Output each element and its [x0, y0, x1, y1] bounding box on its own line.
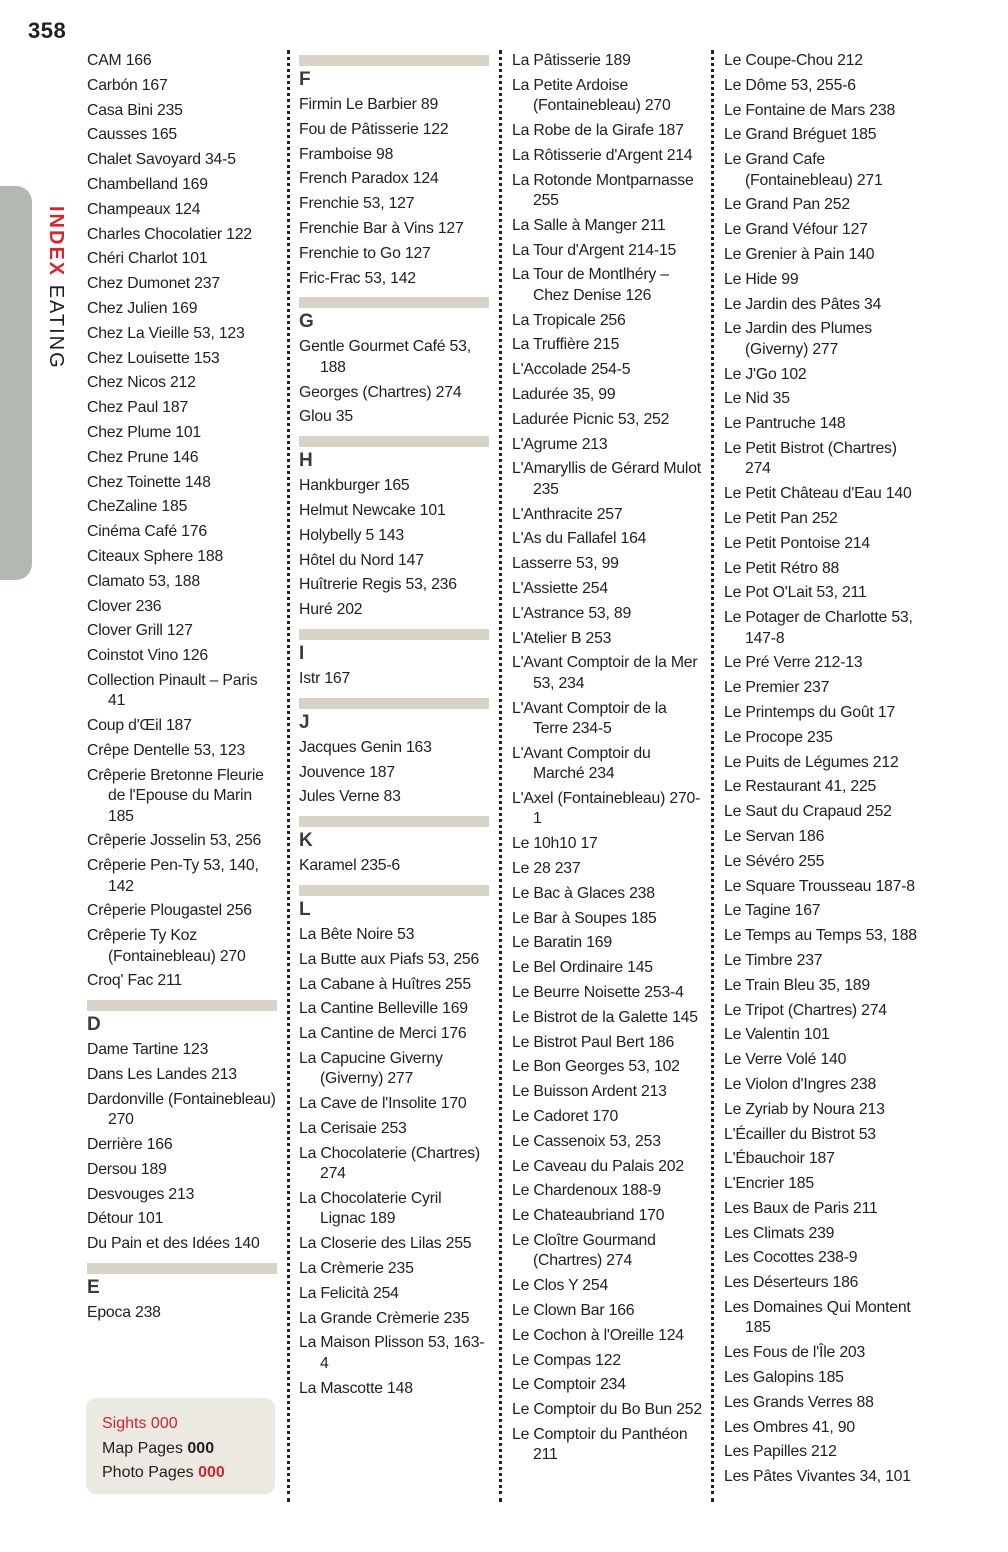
- index-entry: Les Déserteurs 186: [724, 1274, 859, 1292]
- index-entry: Le J'Go 102: [724, 365, 807, 383]
- index-entry: Le Chateaubriand 170: [512, 1207, 665, 1225]
- index-entry: Le Printemps du Goût 17: [724, 703, 896, 721]
- index-entry: Istr 167: [299, 669, 351, 687]
- letter-divider: [299, 698, 489, 709]
- index-entry: Les Climats 239: [724, 1224, 835, 1242]
- index-entry: Derrière 166: [87, 1135, 173, 1153]
- index-entry: Crêperie Plougastel 256: [87, 902, 252, 920]
- index-entry: Chez Dumonet 237: [87, 275, 220, 293]
- index-entry: Le Cloître Gourmand (Chartres) 274: [512, 1231, 656, 1270]
- index-entry: Charles Chocolatier 122: [87, 225, 252, 243]
- index-entry: La Capucine Giverny (Giverny) 277: [299, 1049, 443, 1088]
- index-entry: La Cerisaie 253: [299, 1119, 407, 1137]
- index-entry: Le Temps au Temps 53, 188: [724, 927, 917, 945]
- index-entry: Le Petit Pan 252: [724, 509, 838, 527]
- letter-divider: [87, 1000, 277, 1011]
- index-entry: Chez Louisette 153: [87, 349, 220, 367]
- index-entry: Dardonville (Fontainebleau) 270: [87, 1090, 276, 1129]
- index-entry: La Closerie des Lilas 255: [299, 1235, 472, 1253]
- index-entry: Chambelland 169: [87, 175, 208, 193]
- index-entry: L'Amaryllis de Gérard Mulot 235: [512, 460, 701, 498]
- index-entry: Le Coupe-Chou 212: [724, 52, 863, 69]
- index-entry: Le Fontaine de Mars 238: [724, 101, 896, 119]
- column-separator: [711, 50, 714, 1502]
- index-entry: Le Jardin des Pâtes 34: [724, 295, 882, 313]
- index-entry: Le Grand Bréguet 185: [724, 126, 877, 144]
- index-entry: Huré 202: [299, 601, 363, 619]
- index-entry: Le Grand Cafe (Fontainebleau) 271: [724, 151, 883, 189]
- index-entry: French Paradox 124: [299, 170, 439, 188]
- index-entry: L'Astrance 53, 89: [512, 604, 632, 622]
- index-entry: L'Agrume 213: [512, 435, 608, 453]
- letter-heading: K: [299, 830, 313, 852]
- index-entry: Le Petit Château d'Eau 140: [724, 485, 912, 503]
- index-entry: Framboise 98: [299, 145, 394, 163]
- index-column-2: [299, 51, 489, 1403]
- index-entry: Le Jardin des Plumes (Giverny) 277: [724, 320, 872, 358]
- index-entry: Crêperie Ty Koz (Fontainebleau) 270: [87, 927, 246, 965]
- index-entry: L'Écailler du Bistrot 53: [724, 1125, 876, 1143]
- letter-divider: [299, 629, 489, 640]
- index-entry: Jules Verne 83: [299, 788, 401, 806]
- index-entry: Les Fous de l'Île 203: [724, 1344, 866, 1362]
- index-entry: Les Ombres 41, 90: [724, 1418, 855, 1436]
- index-entry: Le Comptoir 234: [512, 1376, 626, 1394]
- index-entry: Le Bar à Soupes 185: [512, 909, 657, 927]
- index-entry: La Cave de l'Insolite 170: [299, 1095, 467, 1113]
- index-entry: Desvouges 213: [87, 1185, 195, 1203]
- index-entry: Le Grand Véfour 127: [724, 221, 868, 239]
- index-entry: La Felicità 254: [299, 1284, 399, 1302]
- index-entry: Le Timbre 237: [724, 951, 823, 969]
- index-entry: Hankburger 165: [299, 477, 410, 495]
- index-entry: La Salle à Manger 211: [512, 216, 666, 234]
- index-column-1: [87, 51, 277, 1328]
- index-entry: Crêpe Dentelle 53, 123: [87, 741, 246, 759]
- legend-box: [86, 1398, 275, 1494]
- index-entry: Citeaux Sphere 188: [87, 547, 224, 565]
- index-entry: Jouvence 187: [299, 763, 395, 781]
- index-entry: La Maison Plisson 53, 163-4: [299, 1334, 485, 1372]
- index-entry: Le Dôme 53, 255-6: [724, 76, 856, 94]
- column-separator: [287, 50, 290, 1502]
- index-entry: Chez Prune 146: [87, 448, 199, 466]
- index-entry: La Butte aux Piafs 53, 256: [299, 950, 480, 968]
- index-entry: Les Galopins 185: [724, 1369, 844, 1387]
- index-entry: Huîtrerie Regis 53, 236: [299, 576, 457, 594]
- index-entry: La Tour d'Argent 214-15: [512, 241, 677, 259]
- index-entry: Le Potager de Charlotte 53, 147-8: [724, 609, 913, 647]
- index-entry: Georges (Chartres) 274: [299, 383, 462, 401]
- index-entry: Clamato 53, 188: [87, 572, 200, 590]
- index-entry: Le Hide 99: [724, 270, 799, 288]
- index-entry: Le Verre Volé 140: [724, 1051, 847, 1069]
- index-entry: Crêperie Josselin 53, 256: [87, 832, 262, 850]
- index-entry: Clover 236: [87, 597, 162, 615]
- index-entry: Le Petit Rétro 88: [724, 559, 840, 577]
- page-number: 358: [28, 18, 67, 43]
- index-entry: Chéri Charlot 101: [87, 250, 208, 268]
- index-entry: Le 28 237: [512, 859, 581, 877]
- index-entry: Firmin Le Barbier 89: [299, 96, 439, 113]
- legend-photo-pages: [102, 1461, 259, 1486]
- index-entry: Le Petit Pontoise 214: [724, 534, 870, 552]
- index-entry: Le Pot O'Lait 53, 211: [724, 584, 867, 602]
- index-entry: Frenchie Bar à Vins 127: [299, 219, 464, 237]
- letter-heading: I: [299, 642, 305, 664]
- index-entry: Helmut Newcake 101: [299, 501, 446, 519]
- index-entry: Causses 165: [87, 126, 178, 144]
- index-entry: Fou de Pâtisserie 122: [299, 120, 449, 138]
- index-entry: Le Cadoret 170: [512, 1107, 619, 1125]
- index-entry: Coup d'Œil 187: [87, 717, 192, 735]
- index-entry: L'Encrier 185: [724, 1175, 814, 1193]
- index-entry: L'Accolade 254-5: [512, 361, 631, 379]
- index-entry: Le Saut du Crapaud 252: [724, 803, 892, 821]
- index-entry: Jacques Genin 163: [299, 738, 432, 756]
- index-entry: La Truffière 215: [512, 336, 620, 354]
- index-entry: L'Axel (Fontainebleau) 270-1: [512, 789, 701, 828]
- index-entry: Le Petit Bistrot (Chartres) 274: [724, 439, 897, 478]
- index-entry: Collection Pinault – Paris 41: [87, 671, 258, 710]
- index-entry: Le Beurre Noisette 253-4: [512, 983, 684, 1001]
- index-entry: Coinstot Vino 126: [87, 647, 209, 665]
- index-entry: La Cantine de Merci 176: [299, 1025, 467, 1043]
- index-entry: Les Pâtes Vivantes 34, 101: [724, 1468, 911, 1486]
- letter-divider: [299, 816, 489, 827]
- index-entry: Chez Plume 101: [87, 423, 201, 441]
- index-entry: Les Grands Verres 88: [724, 1393, 874, 1411]
- index-entry: L'As du Fallafel 164: [512, 530, 647, 548]
- index-entry: Du Pain et des Idées 140: [87, 1235, 260, 1253]
- letter-divider: [87, 1263, 277, 1274]
- index-entry: Clover Grill 127: [87, 622, 193, 640]
- section-label: [44, 206, 67, 370]
- index-entry: Le Servan 186: [724, 827, 825, 845]
- index-entry: La Robe de la Girafe 187: [512, 122, 684, 139]
- legend-map-pages: [102, 1437, 259, 1462]
- index-entry: Détour 101: [87, 1210, 164, 1228]
- index-entry: Crêperie Bretonne Fleurie de l'Epouse du Marin 185: [87, 766, 264, 825]
- index-entry: Frenchie 53, 127: [299, 195, 415, 213]
- letter-heading: H: [299, 450, 313, 472]
- index-entry: La Rôtisserie d'Argent 214: [512, 146, 693, 164]
- index-entry: Fric-Frac 53, 142: [299, 269, 416, 287]
- index-entry: Le Tagine 167: [724, 902, 821, 920]
- index-entry: Le Compas 122: [512, 1351, 621, 1369]
- index-entry: Le Cassenoix 53, 253: [512, 1132, 661, 1150]
- index-entry: Le 10h10 17: [512, 835, 598, 853]
- index-entry: Chez Paul 187: [87, 399, 189, 417]
- index-entry: Karamel 235-6: [299, 857, 401, 875]
- index-entry: Chalet Savoyard 34-5: [87, 151, 236, 169]
- index-entry: La Petite Ardoise (Fontainebleau) 270: [512, 76, 671, 115]
- index-entry: Champeaux 124: [87, 200, 201, 218]
- index-entry: Holybelly 5 143: [299, 526, 405, 544]
- letter-divider: [299, 55, 489, 66]
- index-entry: Frenchie to Go 127: [299, 244, 431, 262]
- legend-sights: [102, 1412, 259, 1437]
- index-entry: Le Bistrot de la Galette 145: [512, 1008, 698, 1026]
- category-label: EATING: [45, 284, 67, 370]
- index-entry: Ladurée Picnic 53, 252: [512, 410, 670, 428]
- index-entry: Le Sévéro 255: [724, 852, 825, 870]
- index-entry: Chez Julien 169: [87, 299, 198, 317]
- index-entry: Le Comptoir du Bo Bun 252: [512, 1401, 702, 1419]
- index-entry: Les Domaines Qui Montent 185: [724, 1299, 911, 1337]
- letter-divider: [299, 297, 489, 308]
- legend-map-label: Map Pages: [102, 1439, 183, 1457]
- letter-heading: J: [299, 711, 310, 733]
- index-entry: Crêperie Pen-Ty 53, 140, 142: [87, 857, 259, 895]
- index-entry: Le Pantruche 148: [724, 415, 846, 433]
- index-entry: Les Papilles 212: [724, 1443, 837, 1461]
- index-entry: Dans Les Landes 213: [87, 1065, 237, 1083]
- index-entry: La Bête Noire 53: [299, 925, 415, 943]
- legend-photo-label: Photo Pages: [102, 1464, 194, 1481]
- index-entry: Chez Nicos 212: [87, 374, 196, 392]
- index-entry: La Mascotte 148: [299, 1379, 413, 1397]
- index-entry: CheZaline 185: [87, 498, 188, 516]
- index-entry: Le Baratin 169: [512, 934, 612, 952]
- index-entry: L'Anthracite 257: [512, 505, 623, 523]
- index-entry: Le Train Bleu 35, 189: [724, 976, 870, 994]
- legend-sights-value: 000: [150, 1415, 178, 1432]
- legend-photo-value: 000: [198, 1464, 225, 1481]
- letter-heading: D: [87, 1014, 101, 1036]
- index-column-4: [724, 51, 919, 1492]
- index-entry: Les Cocottes 238-9: [724, 1249, 858, 1267]
- index-entry: Le Bel Ordinaire 145: [512, 959, 653, 977]
- index-entry: Les Baux de Paris 211: [724, 1199, 878, 1217]
- index-entry: Chez La Vieille 53, 123: [87, 324, 245, 342]
- index-entry: La Tour de Montlhéry – Chez Denise 126: [512, 266, 669, 304]
- letter-heading: E: [87, 1276, 100, 1298]
- index-entry: Casa Bini 235: [87, 101, 183, 119]
- index-entry: La Chocolaterie Cyril Lignac 189: [299, 1189, 442, 1228]
- index-entry: Le Bon Georges 53, 102: [512, 1058, 680, 1076]
- index-entry: Glou 35: [299, 408, 353, 426]
- index-entry: La Chocolaterie (Chartres) 274: [299, 1144, 480, 1183]
- index-entry: La Cantine Belleville 169: [299, 1000, 468, 1018]
- index-entry: La Grande Crèmerie 235: [299, 1309, 470, 1327]
- index-entry: Cinéma Café 176: [87, 523, 207, 541]
- index-entry: Croq' Fac 211: [87, 972, 182, 990]
- index-entry: Le Cochon à l'Oreille 124: [512, 1326, 684, 1344]
- index-entry: La Cabane à Huîtres 255: [299, 975, 471, 993]
- index-entry: Chez Toinette 148: [87, 473, 211, 491]
- index-entry: Gentle Gourmet Café 53, 188: [299, 338, 471, 376]
- index-entry: Le Nid 35: [724, 390, 790, 408]
- index-entry: L'Ébauchoir 187: [724, 1150, 835, 1168]
- index-entry: La Rotonde Montparnasse 255: [512, 171, 694, 209]
- index-entry: Le Bistrot Paul Bert 186: [512, 1033, 675, 1051]
- index-entry: Le Premier 237: [724, 679, 830, 697]
- letter-divider: [299, 885, 489, 896]
- letter-heading: F: [299, 69, 311, 90]
- index-entry: CAM 166: [87, 52, 152, 69]
- index-entry: L'Avant Comptoir du Marché 234: [512, 744, 651, 783]
- index-entry: Ladurée 35, 99: [512, 385, 616, 403]
- index-entry: Dersou 189: [87, 1160, 167, 1178]
- index-entry: Le Zyriab by Noura 213: [724, 1100, 885, 1118]
- section-tab: [0, 186, 32, 580]
- column-separator: [499, 50, 502, 1502]
- letter-divider: [299, 436, 489, 447]
- index-entry: Le Bac à Glaces 238: [512, 884, 655, 902]
- index-entry: Le Chardenoux 188-9: [512, 1182, 662, 1200]
- index-entry: L'Avant Comptoir de la Terre 234-5: [512, 699, 667, 737]
- index-entry: Le Comptoir du Panthéon 211: [512, 1425, 688, 1464]
- index-entry: Le Puits de Légumes 212: [724, 753, 899, 771]
- legend-sights-label: Sights: [102, 1415, 147, 1432]
- index-column-3: [512, 51, 704, 1470]
- index-label: INDEX: [45, 206, 67, 278]
- index-entry: Le Tripot (Chartres) 274: [724, 1001, 887, 1019]
- index-entry: Le Restaurant 41, 225: [724, 778, 877, 796]
- legend-map-value: 000: [187, 1439, 215, 1457]
- index-entry: L'Assiette 254: [512, 579, 608, 597]
- index-entry: Le Caveau du Palais 202: [512, 1157, 684, 1175]
- letter-heading: G: [299, 311, 314, 333]
- index-entry: Le Violon d'Ingres 238: [724, 1075, 877, 1093]
- index-entry: L'Atelier B 253: [512, 629, 612, 647]
- index-entry: Le Clown Bar 166: [512, 1301, 635, 1319]
- index-entry: Le Square Trousseau 187-8: [724, 877, 915, 895]
- index-entry: L'Avant Comptoir de la Mer 53, 234: [512, 654, 698, 692]
- index-entry: Lasserre 53, 99: [512, 555, 619, 573]
- index-entry: Le Valentin 101: [724, 1026, 830, 1044]
- index-entry: La Crèmerie 235: [299, 1259, 414, 1277]
- index-entry: Le Procope 235: [724, 728, 833, 746]
- index-entry: Le Clos Y 254: [512, 1277, 609, 1295]
- index-entry: La Pâtisserie 189: [512, 52, 631, 69]
- index-entry: Le Grenier à Pain 140: [724, 245, 875, 263]
- index-entry: Hôtel du Nord 147: [299, 551, 424, 569]
- index-entry: Dame Tartine 123: [87, 1041, 209, 1059]
- index-entry: Le Pré Verre 212-13: [724, 654, 863, 672]
- index-entry: Carbón 167: [87, 76, 168, 94]
- index-entry: Epoca 238: [87, 1303, 161, 1321]
- index-entry: Le Grand Pan 252: [724, 196, 850, 214]
- index-entry: Le Buisson Ardent 213: [512, 1083, 667, 1101]
- index-entry: La Tropicale 256: [512, 311, 626, 329]
- letter-heading: L: [299, 898, 311, 920]
